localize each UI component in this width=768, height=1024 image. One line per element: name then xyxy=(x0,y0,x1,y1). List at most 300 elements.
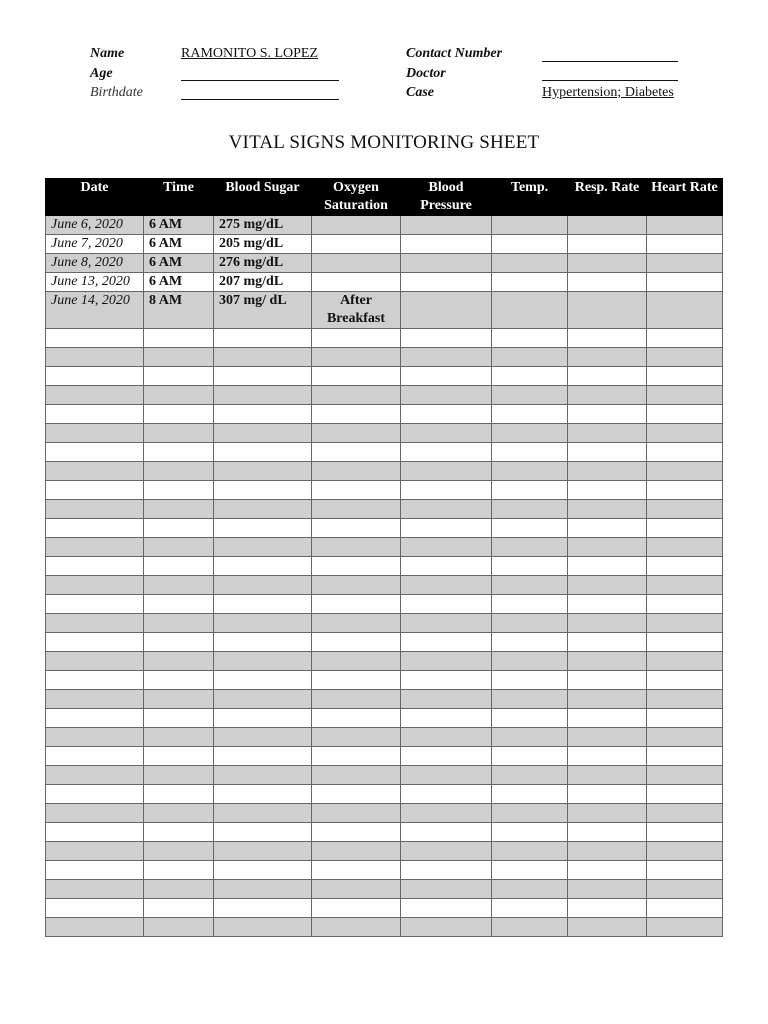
cell-blood-pressure[interactable] xyxy=(401,538,492,557)
cell-resp-rate[interactable] xyxy=(568,367,647,386)
cell-temp[interactable] xyxy=(492,747,568,766)
cell-temp[interactable] xyxy=(492,329,568,348)
cell-time[interactable] xyxy=(144,690,214,709)
cell-date[interactable] xyxy=(46,823,144,842)
cell-date[interactable] xyxy=(46,424,144,443)
cell-heart-rate[interactable] xyxy=(647,709,723,728)
cell-date[interactable] xyxy=(46,329,144,348)
cell-time[interactable] xyxy=(144,500,214,519)
cell-oxygen-saturation[interactable] xyxy=(312,254,401,273)
cell-resp-rate[interactable] xyxy=(568,405,647,424)
cell-blood-sugar[interactable] xyxy=(214,557,312,576)
cell-heart-rate[interactable] xyxy=(647,557,723,576)
cell-heart-rate[interactable] xyxy=(647,538,723,557)
cell-resp-rate[interactable] xyxy=(568,823,647,842)
cell-date[interactable] xyxy=(46,652,144,671)
cell-oxygen-saturation[interactable] xyxy=(312,766,401,785)
cell-oxygen-saturation[interactable] xyxy=(312,595,401,614)
cell-oxygen-saturation[interactable] xyxy=(312,329,401,348)
cell-oxygen-saturation[interactable] xyxy=(312,216,401,235)
cell-oxygen-saturation[interactable] xyxy=(312,273,401,292)
cell-resp-rate[interactable] xyxy=(568,348,647,367)
cell-temp[interactable] xyxy=(492,785,568,804)
cell-heart-rate[interactable] xyxy=(647,348,723,367)
cell-temp[interactable] xyxy=(492,823,568,842)
cell-blood-pressure[interactable] xyxy=(401,386,492,405)
cell-heart-rate[interactable] xyxy=(647,880,723,899)
cell-blood-pressure[interactable] xyxy=(401,367,492,386)
cell-time[interactable] xyxy=(144,481,214,500)
cell-resp-rate[interactable] xyxy=(568,671,647,690)
cell-blood-pressure[interactable] xyxy=(401,216,492,235)
cell-time[interactable] xyxy=(144,614,214,633)
cell-blood-sugar[interactable]: 275 mg/dL xyxy=(214,216,312,235)
cell-blood-sugar[interactable] xyxy=(214,614,312,633)
cell-temp[interactable] xyxy=(492,235,568,254)
cell-oxygen-saturation[interactable]: After Breakfast xyxy=(312,292,401,329)
contact-number-field[interactable] xyxy=(542,61,678,62)
cell-temp[interactable] xyxy=(492,367,568,386)
cell-blood-pressure[interactable] xyxy=(401,235,492,254)
cell-blood-pressure[interactable] xyxy=(401,614,492,633)
cell-blood-sugar[interactable] xyxy=(214,747,312,766)
cell-date[interactable] xyxy=(46,880,144,899)
cell-oxygen-saturation[interactable] xyxy=(312,519,401,538)
cell-blood-pressure[interactable] xyxy=(401,633,492,652)
cell-blood-sugar[interactable] xyxy=(214,367,312,386)
cell-temp[interactable] xyxy=(492,728,568,747)
cell-blood-sugar[interactable] xyxy=(214,405,312,424)
cell-blood-pressure[interactable] xyxy=(401,766,492,785)
cell-resp-rate[interactable] xyxy=(568,842,647,861)
cell-blood-pressure[interactable] xyxy=(401,728,492,747)
cell-blood-sugar[interactable] xyxy=(214,462,312,481)
cell-date[interactable] xyxy=(46,595,144,614)
cell-heart-rate[interactable] xyxy=(647,633,723,652)
cell-blood-pressure[interactable] xyxy=(401,500,492,519)
cell-blood-pressure[interactable] xyxy=(401,709,492,728)
cell-temp[interactable] xyxy=(492,880,568,899)
cell-resp-rate[interactable] xyxy=(568,329,647,348)
cell-heart-rate[interactable] xyxy=(647,899,723,918)
cell-time[interactable] xyxy=(144,880,214,899)
cell-resp-rate[interactable] xyxy=(568,386,647,405)
cell-heart-rate[interactable] xyxy=(647,576,723,595)
cell-temp[interactable] xyxy=(492,595,568,614)
cell-blood-sugar[interactable] xyxy=(214,633,312,652)
cell-blood-pressure[interactable] xyxy=(401,348,492,367)
cell-blood-sugar[interactable] xyxy=(214,348,312,367)
cell-date[interactable] xyxy=(46,538,144,557)
cell-heart-rate[interactable] xyxy=(647,842,723,861)
cell-heart-rate[interactable] xyxy=(647,766,723,785)
cell-heart-rate[interactable] xyxy=(647,804,723,823)
cell-heart-rate[interactable] xyxy=(647,918,723,937)
cell-oxygen-saturation[interactable] xyxy=(312,443,401,462)
cell-oxygen-saturation[interactable] xyxy=(312,823,401,842)
cell-time[interactable] xyxy=(144,823,214,842)
cell-date[interactable] xyxy=(46,348,144,367)
cell-blood-pressure[interactable] xyxy=(401,519,492,538)
cell-heart-rate[interactable] xyxy=(647,292,723,329)
cell-oxygen-saturation[interactable] xyxy=(312,500,401,519)
cell-blood-sugar[interactable] xyxy=(214,918,312,937)
cell-heart-rate[interactable] xyxy=(647,614,723,633)
cell-blood-sugar[interactable] xyxy=(214,709,312,728)
cell-date[interactable]: June 7, 2020 xyxy=(46,235,144,254)
cell-time[interactable] xyxy=(144,329,214,348)
cell-time[interactable] xyxy=(144,785,214,804)
cell-oxygen-saturation[interactable] xyxy=(312,899,401,918)
cell-temp[interactable] xyxy=(492,273,568,292)
cell-time[interactable]: 6 AM xyxy=(144,273,214,292)
cell-resp-rate[interactable] xyxy=(568,216,647,235)
cell-blood-pressure[interactable] xyxy=(401,671,492,690)
cell-heart-rate[interactable] xyxy=(647,424,723,443)
cell-blood-pressure[interactable] xyxy=(401,462,492,481)
cell-oxygen-saturation[interactable] xyxy=(312,861,401,880)
cell-heart-rate[interactable] xyxy=(647,519,723,538)
cell-date[interactable] xyxy=(46,690,144,709)
cell-date[interactable] xyxy=(46,633,144,652)
cell-resp-rate[interactable] xyxy=(568,766,647,785)
cell-blood-sugar[interactable] xyxy=(214,842,312,861)
cell-time[interactable] xyxy=(144,804,214,823)
cell-heart-rate[interactable] xyxy=(647,462,723,481)
cell-heart-rate[interactable] xyxy=(647,273,723,292)
cell-resp-rate[interactable] xyxy=(568,880,647,899)
cell-resp-rate[interactable] xyxy=(568,861,647,880)
cell-resp-rate[interactable] xyxy=(568,424,647,443)
cell-oxygen-saturation[interactable] xyxy=(312,709,401,728)
cell-blood-pressure[interactable] xyxy=(401,804,492,823)
cell-oxygen-saturation[interactable] xyxy=(312,424,401,443)
cell-heart-rate[interactable] xyxy=(647,690,723,709)
cell-time[interactable] xyxy=(144,405,214,424)
cell-temp[interactable] xyxy=(492,254,568,273)
cell-heart-rate[interactable] xyxy=(647,235,723,254)
cell-date[interactable] xyxy=(46,709,144,728)
cell-oxygen-saturation[interactable] xyxy=(312,481,401,500)
cell-date[interactable]: June 14, 2020 xyxy=(46,292,144,329)
cell-date[interactable] xyxy=(46,785,144,804)
cell-blood-pressure[interactable] xyxy=(401,690,492,709)
cell-resp-rate[interactable] xyxy=(568,747,647,766)
cell-oxygen-saturation[interactable] xyxy=(312,405,401,424)
cell-time[interactable] xyxy=(144,576,214,595)
cell-date[interactable]: June 8, 2020 xyxy=(46,254,144,273)
cell-date[interactable] xyxy=(46,386,144,405)
cell-blood-sugar[interactable] xyxy=(214,386,312,405)
cell-blood-pressure[interactable] xyxy=(401,785,492,804)
cell-oxygen-saturation[interactable] xyxy=(312,386,401,405)
cell-resp-rate[interactable] xyxy=(568,500,647,519)
cell-date[interactable] xyxy=(46,557,144,576)
cell-blood-pressure[interactable] xyxy=(401,443,492,462)
cell-resp-rate[interactable] xyxy=(568,709,647,728)
cell-resp-rate[interactable] xyxy=(568,292,647,329)
cell-temp[interactable] xyxy=(492,766,568,785)
cell-oxygen-saturation[interactable] xyxy=(312,652,401,671)
cell-time[interactable] xyxy=(144,899,214,918)
cell-time[interactable] xyxy=(144,728,214,747)
cell-date[interactable] xyxy=(46,576,144,595)
cell-heart-rate[interactable] xyxy=(647,367,723,386)
cell-blood-sugar[interactable] xyxy=(214,538,312,557)
cell-blood-pressure[interactable] xyxy=(401,652,492,671)
cell-time[interactable] xyxy=(144,766,214,785)
cell-blood-sugar[interactable] xyxy=(214,443,312,462)
cell-oxygen-saturation[interactable] xyxy=(312,747,401,766)
cell-blood-pressure[interactable] xyxy=(401,481,492,500)
cell-blood-sugar[interactable] xyxy=(214,728,312,747)
cell-blood-pressure[interactable] xyxy=(401,880,492,899)
cell-heart-rate[interactable] xyxy=(647,652,723,671)
cell-time[interactable]: 6 AM xyxy=(144,235,214,254)
cell-oxygen-saturation[interactable] xyxy=(312,348,401,367)
birthdate-field[interactable] xyxy=(181,99,339,100)
cell-blood-sugar[interactable] xyxy=(214,823,312,842)
cell-blood-sugar[interactable] xyxy=(214,595,312,614)
cell-blood-sugar[interactable] xyxy=(214,671,312,690)
cell-time[interactable] xyxy=(144,462,214,481)
cell-resp-rate[interactable] xyxy=(568,481,647,500)
cell-resp-rate[interactable] xyxy=(568,785,647,804)
cell-date[interactable] xyxy=(46,367,144,386)
cell-time[interactable] xyxy=(144,861,214,880)
cell-blood-sugar[interactable] xyxy=(214,861,312,880)
cell-temp[interactable] xyxy=(492,671,568,690)
cell-time[interactable] xyxy=(144,443,214,462)
cell-blood-sugar[interactable]: 276 mg/dL xyxy=(214,254,312,273)
cell-oxygen-saturation[interactable] xyxy=(312,690,401,709)
cell-temp[interactable] xyxy=(492,576,568,595)
cell-blood-pressure[interactable] xyxy=(401,576,492,595)
cell-heart-rate[interactable] xyxy=(647,500,723,519)
cell-resp-rate[interactable] xyxy=(568,538,647,557)
cell-temp[interactable] xyxy=(492,386,568,405)
cell-blood-sugar[interactable] xyxy=(214,652,312,671)
cell-temp[interactable] xyxy=(492,614,568,633)
cell-blood-pressure[interactable] xyxy=(401,823,492,842)
cell-blood-pressure[interactable] xyxy=(401,595,492,614)
cell-time[interactable] xyxy=(144,595,214,614)
cell-time[interactable]: 6 AM xyxy=(144,254,214,273)
cell-time[interactable] xyxy=(144,709,214,728)
cell-oxygen-saturation[interactable] xyxy=(312,557,401,576)
cell-time[interactable] xyxy=(144,386,214,405)
name-value[interactable]: RAMONITO S. LOPEZ xyxy=(181,46,319,61)
cell-date[interactable] xyxy=(46,861,144,880)
cell-temp[interactable] xyxy=(492,348,568,367)
cell-blood-sugar[interactable]: 307 mg/ dL xyxy=(214,292,312,329)
cell-heart-rate[interactable] xyxy=(647,443,723,462)
cell-oxygen-saturation[interactable] xyxy=(312,538,401,557)
cell-oxygen-saturation[interactable] xyxy=(312,462,401,481)
cell-resp-rate[interactable] xyxy=(568,254,647,273)
cell-oxygen-saturation[interactable] xyxy=(312,880,401,899)
cell-blood-pressure[interactable] xyxy=(401,405,492,424)
cell-resp-rate[interactable] xyxy=(568,557,647,576)
case-value[interactable]: Hypertension; Diabetes xyxy=(542,85,674,100)
cell-oxygen-saturation[interactable] xyxy=(312,918,401,937)
cell-date[interactable] xyxy=(46,747,144,766)
cell-blood-sugar[interactable] xyxy=(214,481,312,500)
cell-resp-rate[interactable] xyxy=(568,595,647,614)
cell-resp-rate[interactable] xyxy=(568,576,647,595)
cell-blood-pressure[interactable] xyxy=(401,424,492,443)
cell-time[interactable] xyxy=(144,348,214,367)
cell-heart-rate[interactable] xyxy=(647,823,723,842)
cell-temp[interactable] xyxy=(492,538,568,557)
cell-temp[interactable] xyxy=(492,462,568,481)
cell-resp-rate[interactable] xyxy=(568,614,647,633)
cell-heart-rate[interactable] xyxy=(647,254,723,273)
cell-temp[interactable] xyxy=(492,443,568,462)
cell-heart-rate[interactable] xyxy=(647,481,723,500)
cell-blood-pressure[interactable] xyxy=(401,842,492,861)
cell-temp[interactable] xyxy=(492,292,568,329)
cell-temp[interactable] xyxy=(492,633,568,652)
cell-temp[interactable] xyxy=(492,709,568,728)
cell-blood-pressure[interactable] xyxy=(401,747,492,766)
cell-temp[interactable] xyxy=(492,652,568,671)
cell-blood-sugar[interactable] xyxy=(214,519,312,538)
cell-heart-rate[interactable] xyxy=(647,386,723,405)
cell-time[interactable]: 6 AM xyxy=(144,216,214,235)
cell-time[interactable] xyxy=(144,652,214,671)
cell-temp[interactable] xyxy=(492,690,568,709)
cell-heart-rate[interactable] xyxy=(647,405,723,424)
cell-heart-rate[interactable] xyxy=(647,728,723,747)
cell-resp-rate[interactable] xyxy=(568,633,647,652)
cell-date[interactable]: June 13, 2020 xyxy=(46,273,144,292)
cell-date[interactable] xyxy=(46,443,144,462)
cell-date[interactable] xyxy=(46,519,144,538)
doctor-field[interactable] xyxy=(542,80,678,81)
cell-resp-rate[interactable] xyxy=(568,652,647,671)
cell-date[interactable] xyxy=(46,918,144,937)
cell-oxygen-saturation[interactable] xyxy=(312,235,401,254)
cell-date[interactable] xyxy=(46,462,144,481)
cell-date[interactable] xyxy=(46,671,144,690)
cell-date[interactable] xyxy=(46,899,144,918)
cell-blood-sugar[interactable] xyxy=(214,576,312,595)
cell-heart-rate[interactable] xyxy=(647,861,723,880)
cell-resp-rate[interactable] xyxy=(568,804,647,823)
cell-blood-pressure[interactable] xyxy=(401,329,492,348)
cell-date[interactable] xyxy=(46,405,144,424)
cell-temp[interactable] xyxy=(492,481,568,500)
cell-heart-rate[interactable] xyxy=(647,329,723,348)
cell-date[interactable] xyxy=(46,500,144,519)
cell-blood-sugar[interactable] xyxy=(214,880,312,899)
cell-oxygen-saturation[interactable] xyxy=(312,367,401,386)
cell-date[interactable] xyxy=(46,614,144,633)
cell-temp[interactable] xyxy=(492,842,568,861)
cell-resp-rate[interactable] xyxy=(568,462,647,481)
cell-resp-rate[interactable] xyxy=(568,519,647,538)
cell-resp-rate[interactable] xyxy=(568,273,647,292)
cell-blood-pressure[interactable] xyxy=(401,292,492,329)
cell-date[interactable] xyxy=(46,728,144,747)
cell-date[interactable] xyxy=(46,842,144,861)
cell-blood-sugar[interactable] xyxy=(214,899,312,918)
cell-blood-sugar[interactable] xyxy=(214,424,312,443)
cell-blood-sugar[interactable] xyxy=(214,500,312,519)
cell-date[interactable] xyxy=(46,481,144,500)
cell-blood-sugar[interactable]: 207 mg/dL xyxy=(214,273,312,292)
cell-resp-rate[interactable] xyxy=(568,918,647,937)
cell-temp[interactable] xyxy=(492,557,568,576)
cell-heart-rate[interactable] xyxy=(647,747,723,766)
cell-blood-sugar[interactable] xyxy=(214,766,312,785)
cell-time[interactable] xyxy=(144,671,214,690)
cell-blood-sugar[interactable] xyxy=(214,690,312,709)
cell-temp[interactable] xyxy=(492,804,568,823)
age-field[interactable] xyxy=(181,80,339,81)
cell-temp[interactable] xyxy=(492,216,568,235)
cell-date[interactable] xyxy=(46,766,144,785)
cell-oxygen-saturation[interactable] xyxy=(312,614,401,633)
cell-temp[interactable] xyxy=(492,405,568,424)
cell-time[interactable] xyxy=(144,633,214,652)
cell-temp[interactable] xyxy=(492,899,568,918)
cell-heart-rate[interactable] xyxy=(647,595,723,614)
cell-heart-rate[interactable] xyxy=(647,785,723,804)
cell-blood-sugar[interactable]: 205 mg/dL xyxy=(214,235,312,254)
cell-temp[interactable] xyxy=(492,918,568,937)
cell-time[interactable] xyxy=(144,918,214,937)
cell-blood-pressure[interactable] xyxy=(401,273,492,292)
cell-blood-pressure[interactable] xyxy=(401,918,492,937)
cell-temp[interactable] xyxy=(492,424,568,443)
cell-oxygen-saturation[interactable] xyxy=(312,785,401,804)
cell-blood-sugar[interactable] xyxy=(214,785,312,804)
cell-time[interactable] xyxy=(144,842,214,861)
cell-resp-rate[interactable] xyxy=(568,443,647,462)
cell-resp-rate[interactable] xyxy=(568,235,647,254)
cell-time[interactable] xyxy=(144,519,214,538)
cell-resp-rate[interactable] xyxy=(568,728,647,747)
cell-temp[interactable] xyxy=(492,500,568,519)
cell-oxygen-saturation[interactable] xyxy=(312,633,401,652)
cell-date[interactable] xyxy=(46,804,144,823)
cell-blood-pressure[interactable] xyxy=(401,861,492,880)
cell-resp-rate[interactable] xyxy=(568,690,647,709)
cell-time[interactable] xyxy=(144,424,214,443)
cell-blood-pressure[interactable] xyxy=(401,899,492,918)
cell-date[interactable]: June 6, 2020 xyxy=(46,216,144,235)
cell-time[interactable] xyxy=(144,747,214,766)
cell-oxygen-saturation[interactable] xyxy=(312,671,401,690)
cell-heart-rate[interactable] xyxy=(647,671,723,690)
cell-time[interactable]: 8 AM xyxy=(144,292,214,329)
cell-heart-rate[interactable] xyxy=(647,216,723,235)
cell-oxygen-saturation[interactable] xyxy=(312,842,401,861)
cell-oxygen-saturation[interactable] xyxy=(312,728,401,747)
cell-resp-rate[interactable] xyxy=(568,899,647,918)
cell-oxygen-saturation[interactable] xyxy=(312,576,401,595)
cell-temp[interactable] xyxy=(492,519,568,538)
cell-oxygen-saturation[interactable] xyxy=(312,804,401,823)
cell-blood-sugar[interactable] xyxy=(214,329,312,348)
cell-temp[interactable] xyxy=(492,861,568,880)
cell-time[interactable] xyxy=(144,538,214,557)
cell-blood-pressure[interactable] xyxy=(401,557,492,576)
cell-time[interactable] xyxy=(144,557,214,576)
cell-blood-sugar[interactable] xyxy=(214,804,312,823)
